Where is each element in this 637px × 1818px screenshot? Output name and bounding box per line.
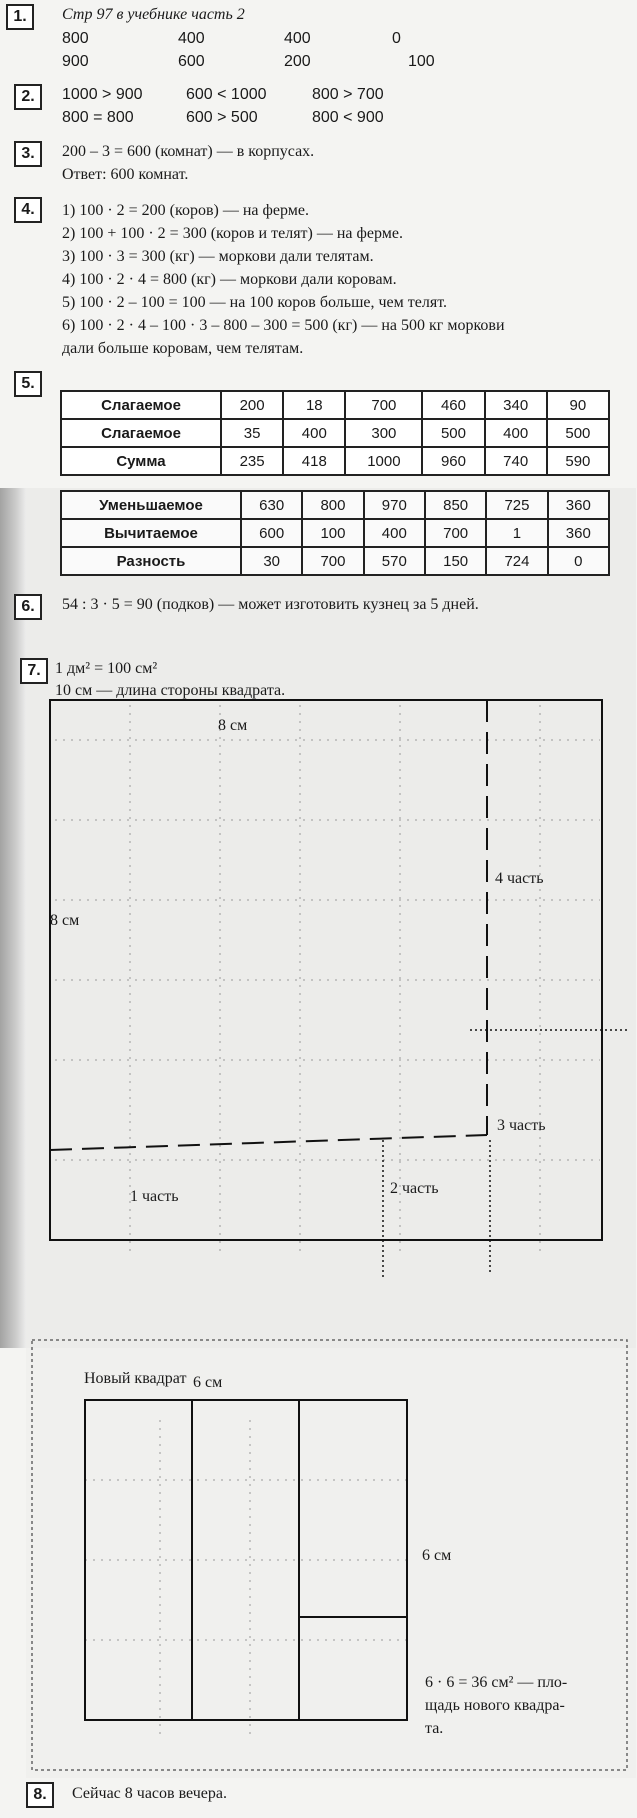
table-cell: 35: [221, 419, 283, 447]
table-cell: 400: [364, 519, 425, 547]
part-4-label: 4 часть: [495, 870, 544, 887]
table-cell: 850: [425, 491, 486, 519]
table-cell: 1000: [345, 447, 422, 475]
big-square-left-label: 8 см: [50, 912, 80, 929]
task-4-line: 1) 100 · 2 = 200 (коров) — на ферме.: [62, 202, 309, 219]
part-2-label: 2 часть: [390, 1180, 439, 1197]
table-cell: 700: [345, 391, 422, 419]
table-cell: 700: [425, 519, 486, 547]
task-4-line: 3) 100 · 3 = 300 (кг) — моркови дали телятам.: [62, 248, 374, 265]
table-cell: 960: [422, 447, 484, 475]
task-7-line2: 10 см — длина стороны квадрата.: [55, 682, 286, 699]
row-label: Разность: [61, 547, 241, 575]
big-square: [50, 700, 602, 1240]
task-1-r2c1: 900: [62, 53, 89, 70]
task-8-number: 8.: [26, 1782, 54, 1808]
table-cell: 500: [422, 419, 484, 447]
part-3-label: 3 часть: [497, 1117, 546, 1134]
task-4-line: 4) 100 · 2 · 4 = 800 (кг) — моркови дали коровам.: [62, 271, 397, 288]
table-cell: 500: [547, 419, 609, 447]
table-cell: 1: [486, 519, 547, 547]
table-cell: 360: [548, 491, 609, 519]
table-cell: 570: [364, 547, 425, 575]
table-cell: 200: [221, 391, 283, 419]
row-label: Вычитаемое: [61, 519, 241, 547]
big-square-top-label: 8 см: [218, 717, 248, 734]
task-1-r1c2: 400: [178, 30, 205, 47]
table-cell: 150: [425, 547, 486, 575]
table-cell: 90: [547, 391, 609, 419]
table-cell: 300: [345, 419, 422, 447]
task-1-number: 1.: [6, 4, 34, 30]
table-cell: 800: [302, 491, 363, 519]
table-cell: 360: [548, 519, 609, 547]
table-cell: 724: [486, 547, 547, 575]
table-cell: 630: [241, 491, 302, 519]
table-cell: 418: [283, 447, 345, 475]
task-7-line1: 1 дм² = 100 см²: [55, 660, 158, 677]
task-2-r1c1: 1000 > 900: [62, 86, 143, 103]
task-3-answer: Ответ: 600 комнат.: [62, 166, 189, 183]
row-label: Слагаемое: [61, 391, 221, 419]
task-1-title: Стр 97 в учебнике часть 2: [62, 6, 245, 23]
new-square-area-line1: 6 · 6 = 36 см² — пло-: [425, 1674, 568, 1691]
table-cell: 235: [221, 447, 283, 475]
task-2-r1c3: 800 > 700: [312, 86, 384, 103]
part-1-label: 1 часть: [130, 1188, 179, 1205]
table-cell: 460: [422, 391, 484, 419]
table-cell: 590: [547, 447, 609, 475]
row-label: Уменьшаемое: [61, 491, 241, 519]
new-square-area-line3: та.: [425, 1720, 444, 1737]
task-5-number: 5.: [14, 371, 42, 397]
task-1-r1c3: 400: [284, 30, 311, 47]
task-8-text: Сейчас 8 часов вечера.: [72, 1785, 227, 1802]
table-cell: 400: [485, 419, 547, 447]
task-4-number: 4.: [14, 197, 42, 223]
task-6-text: 54 : 3 · 5 = 90 (подков) — может изготовить кузнец за 5 дней.: [62, 596, 479, 613]
task-4-line: 2) 100 + 100 · 2 = 300 (коров и телят) — на ферме.: [62, 225, 403, 242]
table-cell: 400: [283, 419, 345, 447]
partition-horizontal: [50, 1135, 487, 1150]
task-1-r2c2: 600: [178, 53, 205, 70]
table-cell: 100: [302, 519, 363, 547]
table-cell: 700: [302, 547, 363, 575]
table-cell: 740: [485, 447, 547, 475]
task-3-number: 3.: [14, 141, 42, 167]
new-square-right-label: 6 см: [422, 1547, 452, 1564]
task-6-number: 6.: [14, 594, 42, 620]
task-2-r2c2: 600 > 500: [186, 109, 258, 126]
task-2-r2c3: 800 < 900: [312, 109, 384, 126]
table-cell: 600: [241, 519, 302, 547]
table-cell: 18: [283, 391, 345, 419]
grid-lines: [55, 705, 600, 1735]
table-cell: 340: [485, 391, 547, 419]
task-1-r1c4: 0: [392, 30, 401, 47]
new-square-title: Новый квадрат: [84, 1370, 187, 1387]
table-cell: 970: [364, 491, 425, 519]
task-7-number: 7.: [20, 658, 48, 684]
task-1-r2c3: 200: [284, 53, 311, 70]
task-4-line: дали больше коровам, чем телятам.: [62, 340, 304, 357]
row-label: Сумма: [61, 447, 221, 475]
new-square-area-line2: щадь нового квадра-: [425, 1697, 565, 1714]
table-cell: 725: [486, 491, 547, 519]
new-square-top-label: 6 см: [193, 1374, 223, 1391]
row-label: Слагаемое: [61, 419, 221, 447]
task-3-line1: 200 – 3 = 600 (комнат) — в корпусах.: [62, 143, 315, 160]
task-1-r2c4: 100: [408, 53, 435, 70]
task-4-line: 6) 100 · 2 · 4 – 100 · 3 – 800 – 300 = 500 (кг) — на 500 кг моркови: [62, 317, 505, 334]
task-1-r1c1: 800: [62, 30, 89, 47]
task-2-r2c1: 800 = 800: [62, 109, 134, 126]
task-2-r1c2: 600 < 1000: [186, 86, 267, 103]
task-2-number: 2.: [14, 84, 42, 110]
task-4-line: 5) 100 · 2 – 100 = 100 — на 100 коров больше, чем телят.: [62, 294, 447, 311]
table-cell: 30: [241, 547, 302, 575]
table-cell: 0: [548, 547, 609, 575]
